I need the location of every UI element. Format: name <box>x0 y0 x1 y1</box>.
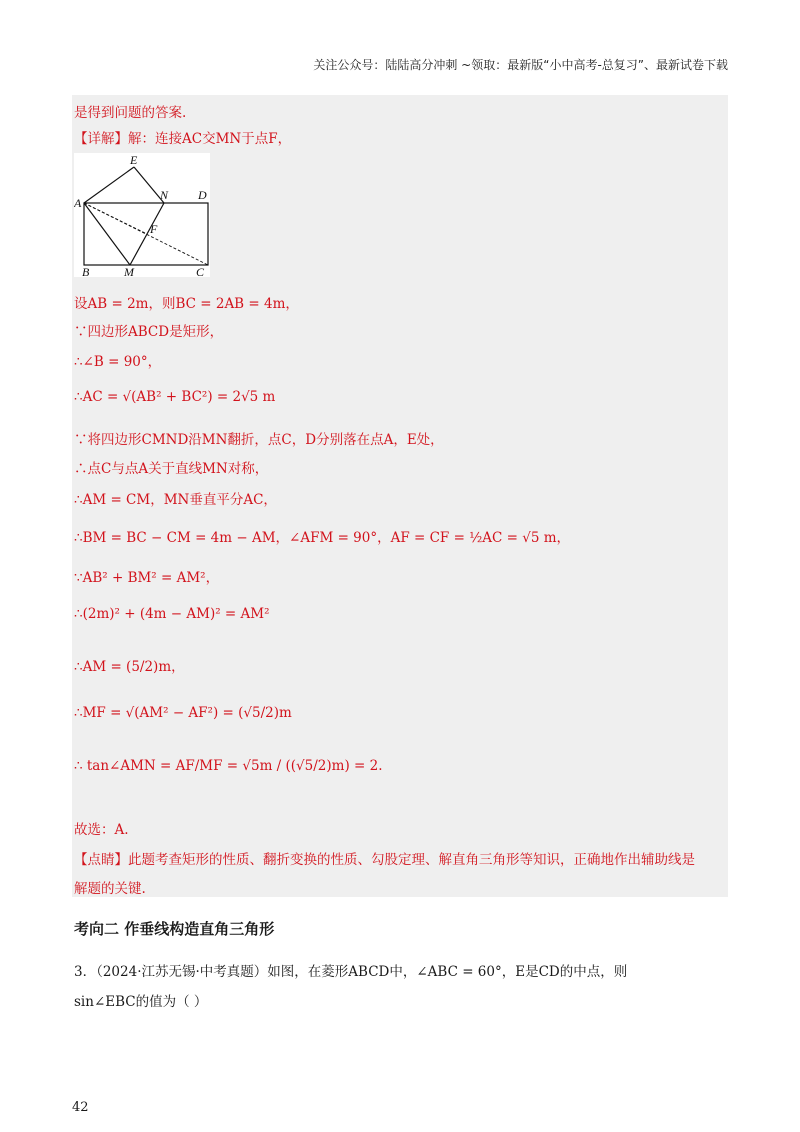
label-b: B <box>82 265 90 277</box>
figure-svg <box>74 153 210 277</box>
solution-line-11: ∵AB² + BM² = AM²， <box>74 570 220 586</box>
solution-line-10: ∴BM = BC − CM = 4m − AM，∠AFM = 90°，AF = CF = ½AC = √5 m， <box>74 530 571 546</box>
page-number: 42 <box>72 1100 89 1115</box>
segment-am <box>84 203 130 265</box>
label-a: A <box>74 196 82 210</box>
geometry-figure <box>74 153 210 277</box>
solution-line-13: ∴AM = (5/2)m， <box>74 659 185 675</box>
label-f: F <box>150 222 158 236</box>
solution-line-5: ∴∠B = 90°， <box>74 354 162 370</box>
question-line-1: 3．（2024·江苏无锡·中考真题）如图，在菱形ABCD中，∠ABC = 60°，E是CD的中点，则 <box>74 964 628 980</box>
page-header: 关注公众号：陆陆高分冲刺 ~领取：最新版“小中高考-总复习”、最新试卷下载 <box>313 58 728 72</box>
label-d: D <box>198 188 207 202</box>
solution-line-6: ∴AC = √(AB² + BC²) = 2√5 m <box>74 389 276 405</box>
solution-line-18: 解题的关键. <box>74 881 146 897</box>
solution-line-2: 【详解】解：连接AC交MN于点F， <box>74 131 292 147</box>
label-e: E <box>130 153 138 167</box>
solution-line-16: 故选：A. <box>74 822 129 838</box>
solution-line-8: ∴点C与点A关于直线MN对称， <box>74 461 269 477</box>
solution-line-3: 设AB = 2m，则BC = 2AB = 4m， <box>74 296 299 312</box>
solution-line-9: ∴AM = CM，MN垂直平分AC， <box>74 492 277 508</box>
segment-ae <box>84 167 134 203</box>
solution-line-12: ∴(2m)² + (4m − AM)² = AM² <box>74 606 270 622</box>
label-m: M <box>124 265 134 277</box>
section-title: 考向二 作垂线构造直角三角形 <box>74 920 275 938</box>
question-line-2: sin∠EBC的值为（ ） <box>74 994 208 1010</box>
label-c: C <box>196 265 205 277</box>
solution-line-15: ∴ tan∠AMN = AF/MF = √5m / ((√5/2)m) = 2. <box>74 758 383 774</box>
solution-line-14: ∴MF = √(AM² − AF²) = (√5/2)m <box>74 705 292 721</box>
solution-line-7: ∵将四边形CMND沿MN翻折，点C，D分别落在点A，E处， <box>74 432 444 448</box>
solution-line-1: 是得到问题的答案. <box>74 105 187 121</box>
segment-af <box>84 203 147 234</box>
solution-line-4: ∵四边形ABCD是矩形， <box>74 324 224 340</box>
solution-line-17: 【点睛】此题考查矩形的性质、翻折变换的性质、勾股定理、解直角三角形等知识，正确地作出辅助线是 <box>74 852 695 868</box>
label-n: N <box>160 188 169 202</box>
